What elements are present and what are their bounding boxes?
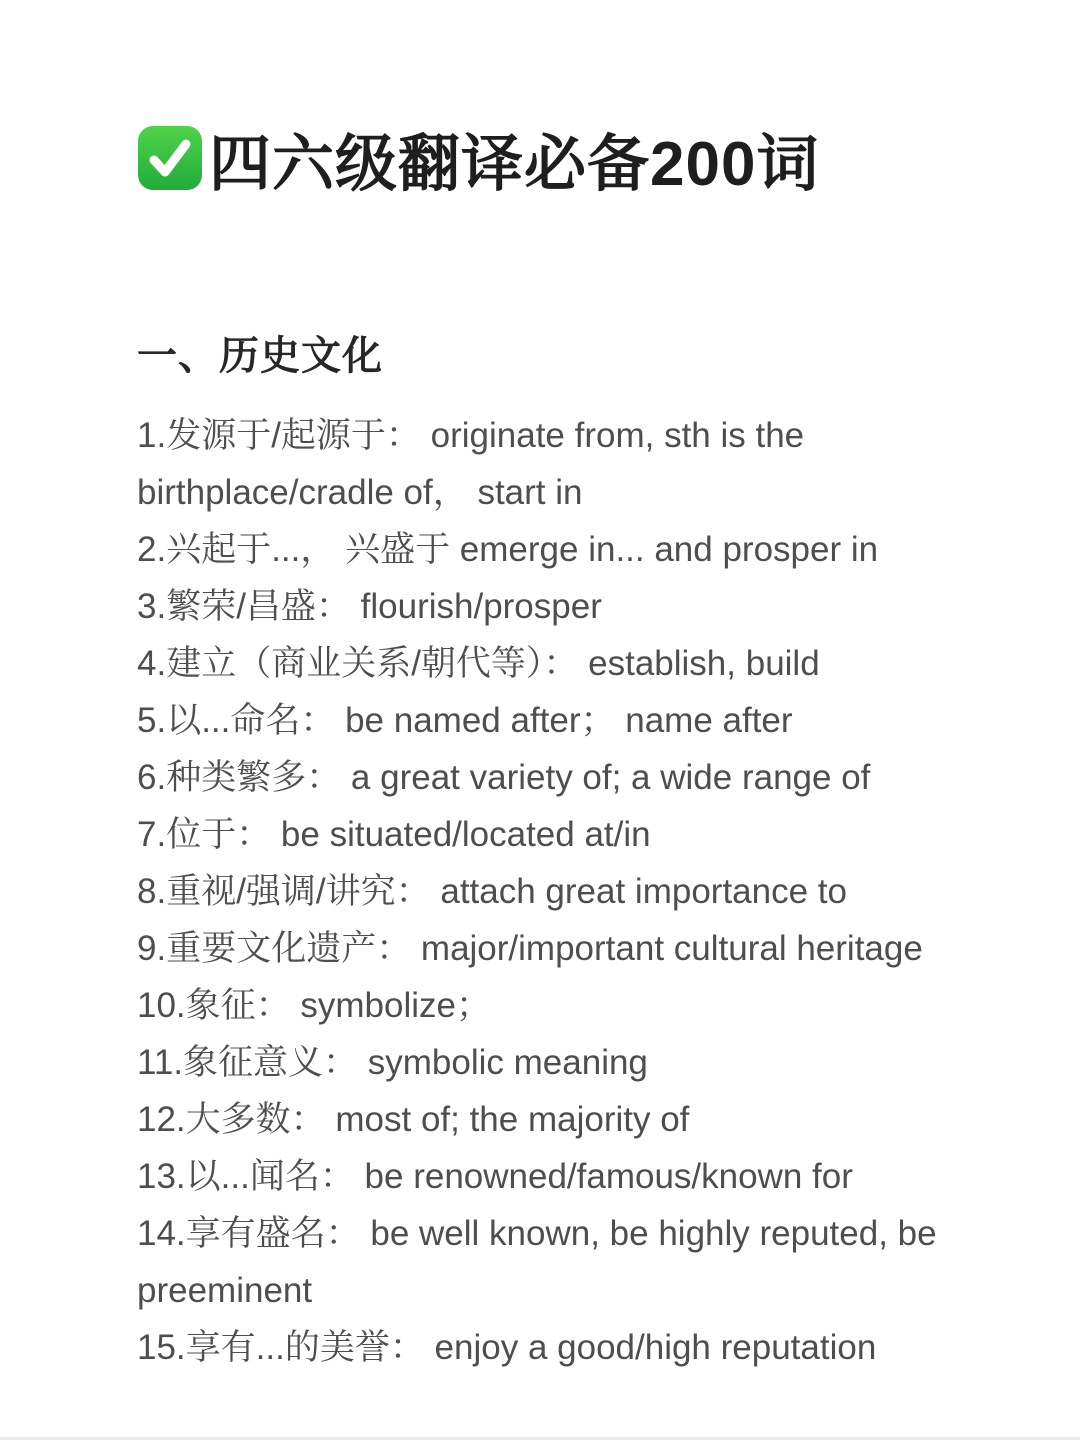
vocabulary-list xyxy=(137,407,965,1376)
list-item: 2.兴起于...， 兴盛于 emerge in... and prosper in xyxy=(137,530,879,569)
list-item: 9.重要文化遗产： major/important cultural heritage xyxy=(137,929,923,968)
list-item: 3.繁荣/昌盛： flourish/prosper xyxy=(137,587,602,626)
list-item: 15.享有...的美誉： enjoy a good/high reputation xyxy=(137,1328,877,1367)
list-item: 12.大多数： most of; the majority of xyxy=(137,1100,690,1139)
list-item: 5.以...命名： be named after； name after xyxy=(137,701,793,740)
list-item: 4.建立（商业关系/朝代等）： establish, build xyxy=(137,644,820,683)
list-item: 7.位于： be situated/located at/in xyxy=(137,815,651,854)
list-item: 6.种类繁多： a great variety of; a wide range of xyxy=(137,758,871,797)
list-item: 13.以...闻名： be renowned/famous/known for xyxy=(137,1157,853,1196)
list-item: 11.象征意义： symbolic meaning xyxy=(137,1043,648,1082)
check-mark-icon xyxy=(137,125,203,191)
page-title-text: 四六级翻译必备200词 xyxy=(209,129,820,199)
page-title xyxy=(137,118,1020,198)
list-item: 1.发源于/起源于： originate from, sth is the birthplace/cradle of， start in xyxy=(137,416,805,512)
section-heading: 一、历史文化 xyxy=(137,334,383,378)
list-item: 10.象征： symbolize； xyxy=(137,986,491,1025)
list-item: 14.享有盛名： be well known, be highly reputed, be preeminent xyxy=(137,1214,937,1310)
list-item: 8.重视/强调/讲究： attach great importance to xyxy=(137,872,847,911)
